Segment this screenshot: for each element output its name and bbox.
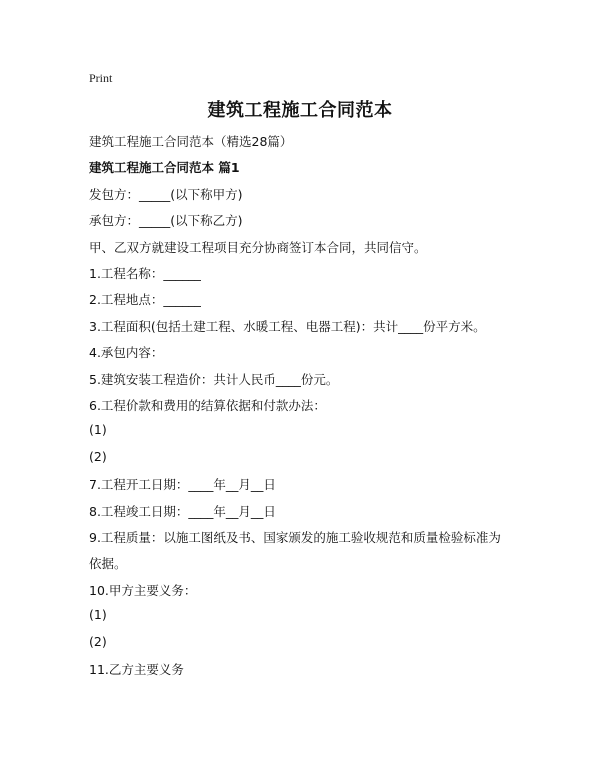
body-line: 依据。 (89, 556, 127, 572)
body-line: 1.工程名称：______ (89, 266, 201, 281)
body-line: 5.建筑安装工程造价：共计人民币____份元。 (89, 371, 339, 387)
body-line: (2) (89, 633, 107, 649)
body-line: 11.乙方主要义务 (89, 662, 184, 677)
body-line: (1) (89, 422, 107, 438)
body-line: 4.承包内容： (89, 345, 164, 361)
body-line: 建筑工程施工合同范本（精选28篇） (89, 134, 293, 149)
body-line: 8.工程竣工日期：____年__月__日 (89, 503, 276, 519)
print-link[interactable]: Print (89, 71, 113, 85)
body-line: 10.甲方主要义务： (89, 582, 197, 598)
section-heading: 建筑工程施工合同范本 篇1 (89, 160, 240, 176)
body-line: (1) (89, 607, 107, 623)
body-line: 2.工程地点：______ (89, 292, 201, 308)
body-line: 发包方：_____(以下称甲方) (89, 186, 243, 202)
body-line: 7.工程开工日期：____年__月__日 (89, 477, 276, 493)
document-title: 建筑工程施工合同范本 (207, 100, 393, 121)
body-line: 9.工程质量：以施工图纸及书、国家颁发的施工验收规范和质量检验标准为 (89, 530, 501, 545)
body-line: 承包方：_____(以下称乙方) (89, 213, 243, 229)
body-line: 6.工程价款和费用的结算依据和付款办法： (89, 398, 326, 413)
body-line: (2) (89, 448, 107, 464)
body-line: 甲、乙双方就建设工程项目充分协商签订本合同，共同信守。 (89, 239, 427, 255)
body-line: 3.工程面积(包括土建工程、水暖工程、电器工程)：共计____份平方米。 (89, 318, 486, 334)
